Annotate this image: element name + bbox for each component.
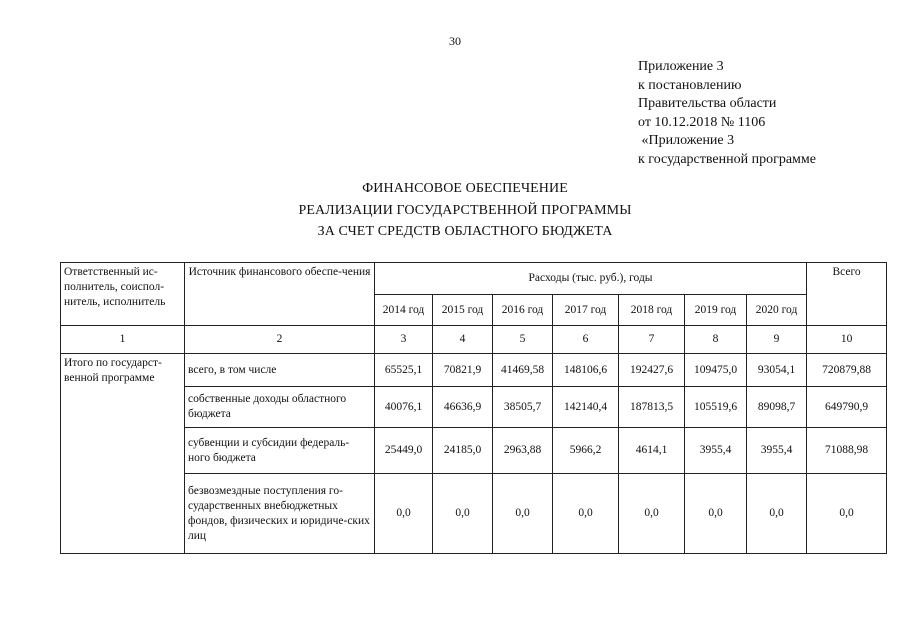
- column-number: 2: [185, 326, 375, 354]
- page-number: 30: [449, 34, 461, 48]
- title-line: РЕАЛИЗАЦИИ ГОСУДАРСТВЕННОЙ ПРОГРАММЫ: [298, 202, 632, 218]
- table-cell: 4614,1: [619, 428, 685, 474]
- table-cell: 24185,0: [433, 428, 493, 474]
- title-line: ФИНАНСОВОЕ ОБЕСПЕЧЕНИЕ: [362, 181, 568, 196]
- header-year: 2019 год: [685, 295, 747, 326]
- header-year: 2020 год: [747, 295, 807, 326]
- table-cell: 0,0: [433, 474, 493, 554]
- table-cell: 3955,4: [747, 428, 807, 474]
- table-cell: 46636,9: [433, 387, 493, 428]
- table-cell: 38505,7: [493, 387, 553, 428]
- row-total: 71088,98: [807, 428, 887, 474]
- column-number: 8: [685, 326, 747, 354]
- table-cell: 0,0: [685, 474, 747, 554]
- appendix-line: к постановлению: [638, 77, 742, 93]
- table-cell: 0,0: [375, 474, 433, 554]
- document-title: [250, 178, 680, 243]
- header-expenses: Расходы (тыс. руб.), годы: [375, 263, 807, 295]
- header-year: 2018 год: [619, 295, 685, 326]
- column-number: 7: [619, 326, 685, 354]
- row-source: всего, в том числе: [185, 354, 375, 387]
- table-cell: 0,0: [493, 474, 553, 554]
- column-number: 9: [747, 326, 807, 354]
- column-number: 10: [807, 326, 887, 354]
- row-source: безвозмездные поступления го-сударственных внебюджетных фондов, физических и юридиче-ских лиц: [185, 474, 375, 554]
- header-year: 2016 год: [493, 295, 553, 326]
- column-number: 1: [61, 326, 185, 354]
- appendix-line: к государственной программе: [638, 151, 816, 167]
- table-cell: 0,0: [619, 474, 685, 554]
- table-cell: 187813,5: [619, 387, 685, 428]
- header-executor: Ответственный ис-полнитель, соиспол-нитель, исполнитель: [61, 263, 185, 326]
- table-cell: 93054,1: [747, 354, 807, 387]
- appendix-note: [638, 58, 816, 169]
- table-cell: 70821,9: [433, 354, 493, 387]
- row-total: 0,0: [807, 474, 887, 554]
- table-cell: 25449,0: [375, 428, 433, 474]
- group-label: Итого по государст-венной программе: [61, 354, 185, 554]
- table-cell: 40076,1: [375, 387, 433, 428]
- table-cell: 65525,1: [375, 354, 433, 387]
- table-cell: 0,0: [553, 474, 619, 554]
- table-cell: 148106,6: [553, 354, 619, 387]
- financing-table: [60, 262, 887, 554]
- table-cell: 192427,6: [619, 354, 685, 387]
- column-number: 3: [375, 326, 433, 354]
- header-source: Источник финансового обеспе-чения: [185, 263, 375, 326]
- row-total: 720879,88: [807, 354, 887, 387]
- header-year: 2017 год: [553, 295, 619, 326]
- title-line: ЗА СЧЕТ СРЕДСТВ ОБЛАСТНОГО БЮДЖЕТА: [317, 224, 613, 239]
- header-year: 2015 год: [433, 295, 493, 326]
- header-total: Всего: [807, 263, 887, 326]
- row-source: собственные доходы областного бюджета: [185, 387, 375, 428]
- row-total: 649790,9: [807, 387, 887, 428]
- table-cell: 109475,0: [685, 354, 747, 387]
- header-year: 2014 год: [375, 295, 433, 326]
- table-cell: 0,0: [747, 474, 807, 554]
- appendix-line: «Приложение 3: [638, 133, 735, 148]
- table-cell: 89098,7: [747, 387, 807, 428]
- table-cell: 41469,58: [493, 354, 553, 387]
- appendix-line: от 10.12.2018 № 1106: [638, 114, 766, 130]
- column-number: 5: [493, 326, 553, 354]
- appendix-line: Приложение 3: [638, 59, 724, 74]
- table-cell: 142140,4: [553, 387, 619, 428]
- column-number: 6: [553, 326, 619, 354]
- table-cell: 2963,88: [493, 428, 553, 474]
- table-cell: 5966,2: [553, 428, 619, 474]
- table-cell: 105519,6: [685, 387, 747, 428]
- row-source: субвенции и субсидии федераль-ного бюджета: [185, 428, 375, 474]
- table-cell: 3955,4: [685, 428, 747, 474]
- appendix-line: Правительства области: [638, 96, 777, 111]
- column-number: 4: [433, 326, 493, 354]
